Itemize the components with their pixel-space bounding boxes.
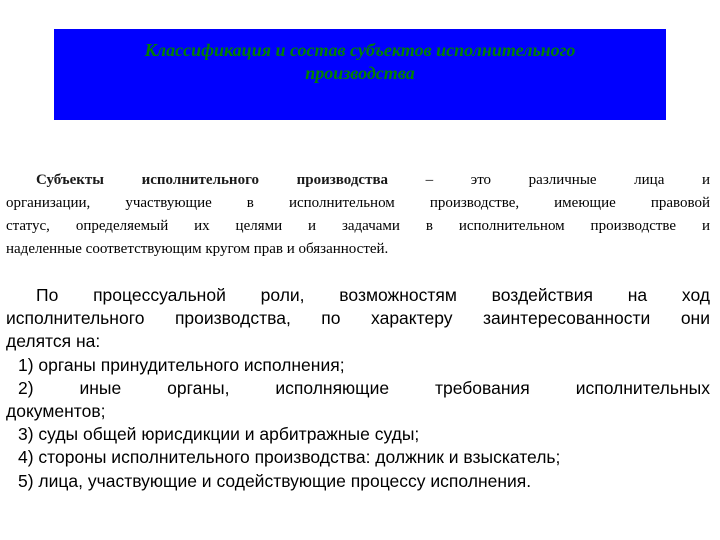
definition-term: Субъекты исполнительного производства xyxy=(36,172,389,188)
list-item: 2) иные органы, исполняющие требования исполнительных xyxy=(18,377,710,398)
roles-line-1: По процессуальной роли, возможностям воздействия на ход xyxy=(36,285,710,305)
definition-line-4: наделенные соответствующим кругом прав и обязанностей. xyxy=(6,241,389,257)
definition-paragraph xyxy=(6,169,710,261)
roles-section xyxy=(6,284,710,493)
title-line-1: Классификация и состав субъектов исполнительного xyxy=(144,40,576,60)
definition-line-1-rest: – это различные лица и xyxy=(388,172,710,188)
roles-line-2: исполнительного производства, по характеру заинтересованности они xyxy=(6,308,710,329)
list-item-continuation: документов; xyxy=(6,401,106,422)
title-line-2: производства xyxy=(305,63,415,83)
definition-line-2: организации, участвующие в исполнительном производстве, имеющие правовой xyxy=(6,195,710,211)
list-item: 5) лица, участвующие и содействующие процессу исполнения. xyxy=(18,470,532,491)
list-item: 3) суды общей юрисдикции и арбитражные суды; xyxy=(18,424,420,445)
title-banner xyxy=(54,29,666,120)
roles-line-3: делятся на: xyxy=(6,331,101,352)
definition-line-1 xyxy=(6,169,710,192)
list-item: 1) органы принудительного исполнения; xyxy=(18,354,345,375)
definition-line-3: статус, определяемый их целями и задачами в исполнительном производстве и xyxy=(6,218,710,234)
list-item: 4) стороны исполнительного производства: должник и взыскатель; xyxy=(18,447,561,468)
